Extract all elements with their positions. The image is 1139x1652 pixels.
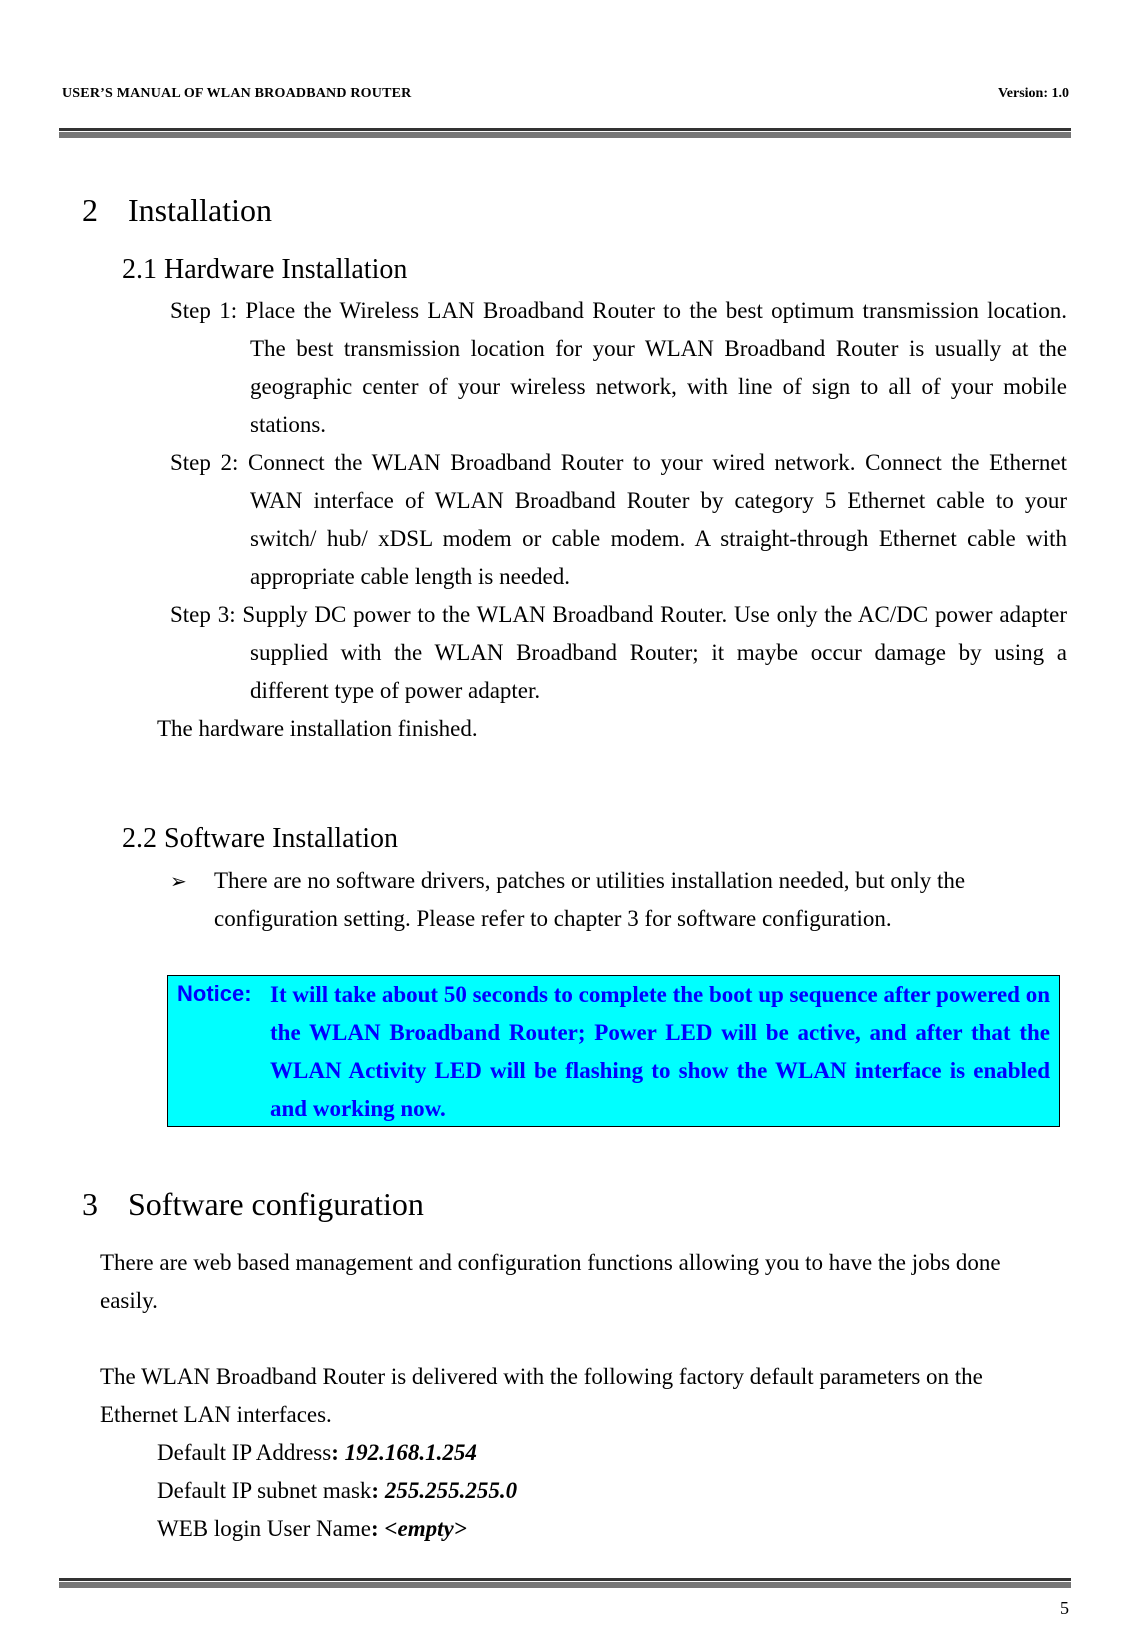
arrow-bullet-icon: ➢ <box>170 869 187 893</box>
software-bullet-text: There are no software drivers, patches or utilities installation needed, but only the configuration setting. Please refer to chapter 3 for software configuration. <box>214 868 966 931</box>
hardware-step-3: Step 3: Supply DC power to the WLAN Broadband Router. Use only the AC/DC power adapter supplied with the WLAN Broadband Router; it maybe occur damage by using a different type of power adapter. <box>170 602 1067 703</box>
defaults-intro: The WLAN Broadband Router is delivered with the following factory default parameters on the Ethernet LAN interfaces. <box>100 1364 983 1427</box>
default-ip-address-value: 192.168.1.254 <box>344 1440 477 1465</box>
hardware-finished-text: The hardware installation finished. <box>157 716 478 741</box>
header-version: Version: 1.0 <box>997 86 1069 101</box>
header-rule <box>59 128 1071 138</box>
notice-box <box>167 975 1060 1127</box>
section-2-heading <box>82 192 272 229</box>
page-number: 5 <box>1060 1598 1069 1618</box>
section-3-number: 3 <box>82 1186 98 1222</box>
hardware-installation-heading: 2.1 Hardware Installation <box>122 254 408 285</box>
notice-label: Notice: <box>177 981 252 1006</box>
header-title: USER’S MANUAL OF WLAN BROADBAND ROUTER <box>62 86 412 101</box>
section-2-title: Installation <box>128 192 272 228</box>
default-subnet-mask: Default IP subnet mask: 255.255.255.0 <box>157 1478 518 1503</box>
section-2-number: 2 <box>82 192 98 228</box>
hardware-step-1: Step 1: Place the Wireless LAN Broadband Router to the best optimum transmission location. The best transmission location for your WLAN Broadband Router is usually at the geographic center of your wireless network, with line of sign to all of your mobile stations. <box>170 298 1067 437</box>
default-subnet-mask-label: Default IP subnet mask <box>157 1478 372 1503</box>
default-ip-address: Default IP Address: 192.168.1.254 <box>157 1440 477 1465</box>
section-3-heading <box>82 1186 424 1223</box>
web-login-user-name: WEB login User Name: <empty> <box>157 1516 467 1541</box>
software-bullet <box>170 862 1050 938</box>
software-config-intro: There are web based management and configuration functions allowing you to have the jobs done easily. <box>100 1250 1001 1313</box>
default-ip-address-label: Default IP Address <box>157 1440 332 1465</box>
footer-rule <box>59 1578 1071 1588</box>
web-login-user-name-value: <empty> <box>384 1516 467 1541</box>
default-subnet-mask-value: 255.255.255.0 <box>384 1478 518 1503</box>
web-login-user-name-label: WEB login User Name <box>157 1516 371 1541</box>
section-3-title: Software configuration <box>128 1186 424 1222</box>
hardware-step-2: Step 2: Connect the WLAN Broadband Router to your wired network. Connect the Ethernet WAN interface of WLAN Broadband Router by category 5 Ethernet cable to your switch/ hub/ xDSL modem or cable modem. A straight-through Ethernet cable with appropriate cable length is needed. <box>170 450 1067 589</box>
software-installation-heading: 2.2 Software Installation <box>122 823 399 854</box>
notice-text: It will take about 50 seconds to complete the boot up sequence after powered on the WLAN Broadband Router; Power LED will be active, and after that the WLAN Activity LED will be flashing to show the WLAN interface is enabled and working now. <box>270 982 1050 1121</box>
